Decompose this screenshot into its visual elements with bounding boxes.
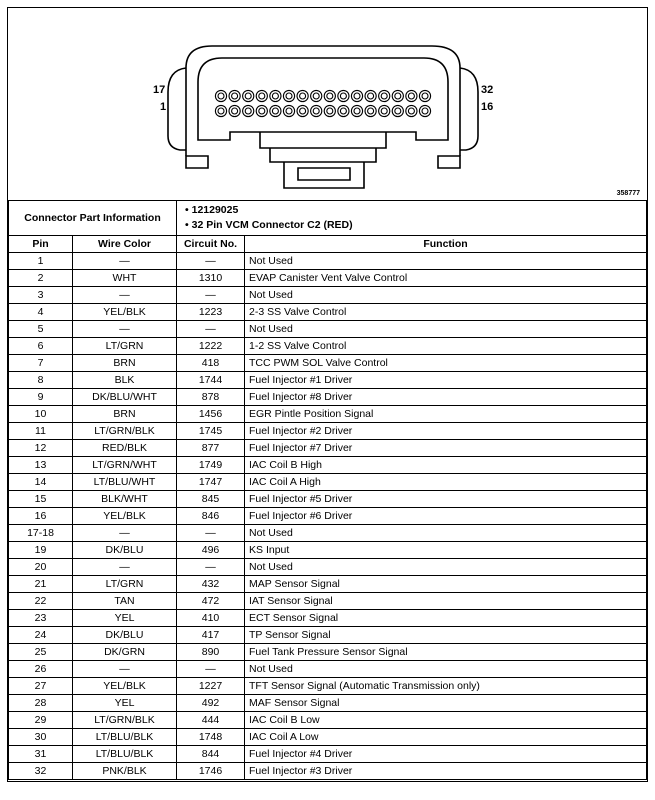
pin-cell: 4: [9, 304, 73, 321]
pin-cell: 24: [9, 627, 73, 644]
function-cell: Not Used: [245, 321, 647, 338]
table-row: [9, 729, 647, 746]
table-row: [9, 763, 647, 780]
header-circuit: Circuit No.: [177, 236, 245, 253]
table-row: [9, 440, 647, 457]
pin-cavity: [365, 105, 376, 116]
pin-cell: 17-18: [9, 525, 73, 542]
pin-cell: 22: [9, 593, 73, 610]
wire-color-cell: YEL: [73, 610, 177, 627]
function-cell: Not Used: [245, 253, 647, 270]
pin-cavity: [406, 90, 417, 101]
circuit-cell: 878: [177, 389, 245, 406]
table-row: [9, 389, 647, 406]
pin-cell: 25: [9, 644, 73, 661]
pin-cavity-inner: [381, 108, 387, 114]
pin-cavity: [229, 105, 240, 116]
function-cell: Fuel Injector #4 Driver: [245, 746, 647, 763]
pin-cavity-inner: [340, 108, 346, 114]
function-cell: IAC Coil B Low: [245, 712, 647, 729]
table-row: [9, 372, 647, 389]
pin-cell: 7: [9, 355, 73, 372]
pin-cell: 21: [9, 576, 73, 593]
header-wire-color: Wire Color: [73, 236, 177, 253]
wire-color-cell: LT/BLU/BLK: [73, 729, 177, 746]
circuit-cell: 410: [177, 610, 245, 627]
pin-cavity-inner: [395, 108, 401, 114]
pin-cavity: [256, 105, 267, 116]
wire-color-cell: BRN: [73, 406, 177, 423]
table-row: [9, 491, 647, 508]
pin-cavity: [324, 105, 335, 116]
pin-cavity: [338, 90, 349, 101]
pin-cavity: [297, 90, 308, 101]
wire-color-cell: LT/GRN: [73, 576, 177, 593]
function-cell: Not Used: [245, 287, 647, 304]
wire-color-cell: LT/GRN/BLK: [73, 423, 177, 440]
pin-cavity-inner: [340, 93, 346, 99]
pin-cavity: [351, 105, 362, 116]
part-info-label: Connector Part Information: [9, 201, 177, 236]
circuit-cell: 844: [177, 746, 245, 763]
wire-color-cell: BLK: [73, 372, 177, 389]
wire-color-cell: BLK/WHT: [73, 491, 177, 508]
table-row: [9, 406, 647, 423]
wire-color-cell: LT/GRN/WHT: [73, 457, 177, 474]
wire-color-cell: WHT: [73, 270, 177, 287]
pin-cell: 19: [9, 542, 73, 559]
table-row: [9, 321, 647, 338]
pin-cell: 10: [9, 406, 73, 423]
pin-cavity-inner: [245, 108, 251, 114]
table-row: [9, 746, 647, 763]
pin-cavity: [256, 90, 267, 101]
pin-cell: 9: [9, 389, 73, 406]
pin-cavity: [419, 90, 430, 101]
table-row: [9, 712, 647, 729]
pin-cell: 6: [9, 338, 73, 355]
pin-cavity-inner: [354, 108, 360, 114]
pinout-table: [8, 200, 647, 780]
pin-cell: 23: [9, 610, 73, 627]
circuit-cell: 432: [177, 576, 245, 593]
circuit-cell: 444: [177, 712, 245, 729]
pin-cell: 14: [9, 474, 73, 491]
connector-sheet: [7, 7, 648, 782]
pin-cavity-inner: [259, 93, 265, 99]
circuit-cell: —: [177, 321, 245, 338]
function-cell: Fuel Injector #2 Driver: [245, 423, 647, 440]
pin-cavities: [215, 90, 430, 116]
pin-cavity-inner: [368, 93, 374, 99]
pin-cavity-inner: [300, 93, 306, 99]
function-cell: Fuel Injector #8 Driver: [245, 389, 647, 406]
circuit-cell: —: [177, 559, 245, 576]
function-cell: 1-2 SS Valve Control: [245, 338, 647, 355]
pin-cavity-inner: [300, 108, 306, 114]
function-cell: Not Used: [245, 525, 647, 542]
pin-cavity-inner: [272, 93, 278, 99]
pin-cavity-inner: [272, 108, 278, 114]
pin-cavity: [283, 105, 294, 116]
pin-cavity: [243, 105, 254, 116]
circuit-cell: 472: [177, 593, 245, 610]
table-row: [9, 644, 647, 661]
pin-cavity: [311, 90, 322, 101]
table-row: [9, 678, 647, 695]
wire-color-cell: BRN: [73, 355, 177, 372]
table-row: [9, 270, 647, 287]
circuit-cell: 890: [177, 644, 245, 661]
function-cell: KS Input: [245, 542, 647, 559]
table-row: [9, 304, 647, 321]
function-cell: Fuel Tank Pressure Sensor Signal: [245, 644, 647, 661]
function-cell: 2-3 SS Valve Control: [245, 304, 647, 321]
circuit-cell: —: [177, 253, 245, 270]
pin-cell: 8: [9, 372, 73, 389]
wire-color-cell: DK/BLU/WHT: [73, 389, 177, 406]
pin-cavity: [338, 105, 349, 116]
table-row: [9, 474, 647, 491]
wire-color-cell: —: [73, 525, 177, 542]
pin-label-1: 1: [160, 101, 167, 113]
circuit-cell: —: [177, 661, 245, 678]
function-cell: TFT Sensor Signal (Automatic Transmission only): [245, 678, 647, 695]
wire-color-cell: —: [73, 661, 177, 678]
pin-cell: 2: [9, 270, 73, 287]
function-cell: IAT Sensor Signal: [245, 593, 647, 610]
circuit-cell: 845: [177, 491, 245, 508]
pin-cell: 12: [9, 440, 73, 457]
circuit-cell: 1745: [177, 423, 245, 440]
function-cell: IAC Coil B High: [245, 457, 647, 474]
pin-cavity-inner: [245, 93, 251, 99]
table-row: [9, 542, 647, 559]
pin-cavity-inner: [313, 93, 319, 99]
function-cell: MAP Sensor Signal: [245, 576, 647, 593]
table-row: [9, 355, 647, 372]
pin-cavity-inner: [286, 93, 292, 99]
function-cell: EGR Pintle Position Signal: [245, 406, 647, 423]
circuit-cell: 1456: [177, 406, 245, 423]
pin-cavity-inner: [408, 108, 414, 114]
table-row: [9, 593, 647, 610]
function-cell: Fuel Injector #7 Driver: [245, 440, 647, 457]
pin-cavity: [297, 105, 308, 116]
function-cell: Fuel Injector #3 Driver: [245, 763, 647, 780]
pin-cavity-inner: [327, 93, 333, 99]
pin-cavity-inner: [218, 108, 224, 114]
function-cell: TP Sensor Signal: [245, 627, 647, 644]
pin-label-16: 16: [481, 101, 494, 113]
circuit-cell: 492: [177, 695, 245, 712]
wire-color-cell: LT/GRN: [73, 338, 177, 355]
pin-cavity: [406, 105, 417, 116]
table-row: [9, 508, 647, 525]
pin-cell: 1: [9, 253, 73, 270]
function-cell: Not Used: [245, 559, 647, 576]
header-function: Function: [245, 236, 647, 253]
pin-cell: 29: [9, 712, 73, 729]
pin-cell: 30: [9, 729, 73, 746]
pin-cavity-inner: [395, 93, 401, 99]
wire-color-cell: YEL: [73, 695, 177, 712]
pin-cell: 27: [9, 678, 73, 695]
pin-label-17: 17: [153, 84, 166, 96]
pin-cell: 20: [9, 559, 73, 576]
pin-cavity-inner: [381, 93, 387, 99]
function-cell: EVAP Canister Vent Valve Control: [245, 270, 647, 287]
pin-cell: 26: [9, 661, 73, 678]
wire-color-cell: LT/BLU/WHT: [73, 474, 177, 491]
connector-figure: [8, 8, 646, 201]
wire-color-cell: DK/BLU: [73, 627, 177, 644]
pin-cavity-inner: [327, 108, 333, 114]
table-row: [9, 338, 647, 355]
function-cell: IAC Coil A High: [245, 474, 647, 491]
connector-diagram-icon: [8, 8, 646, 200]
circuit-cell: 1746: [177, 763, 245, 780]
wire-color-cell: YEL/BLK: [73, 508, 177, 525]
function-cell: Fuel Injector #1 Driver: [245, 372, 647, 389]
pin-cell: 5: [9, 321, 73, 338]
pin-cavity-inner: [422, 93, 428, 99]
function-cell: Not Used: [245, 661, 647, 678]
pin-cavity-inner: [286, 108, 292, 114]
pin-cavity: [392, 90, 403, 101]
wire-color-cell: YEL/BLK: [73, 678, 177, 695]
pin-cell: 3: [9, 287, 73, 304]
pinout-rows: [9, 253, 647, 780]
pin-cavity-inner: [408, 93, 414, 99]
pin-cell: 13: [9, 457, 73, 474]
circuit-cell: 1222: [177, 338, 245, 355]
circuit-cell: 1227: [177, 678, 245, 695]
table-row: [9, 423, 647, 440]
connector-description: • 32 Pin VCM Connector C2 (RED): [185, 219, 353, 231]
pin-cavity-inner: [218, 93, 224, 99]
function-cell: IAC Coil A Low: [245, 729, 647, 746]
table-row: [9, 576, 647, 593]
pin-cavity: [379, 105, 390, 116]
pin-cell: 16: [9, 508, 73, 525]
function-cell: Fuel Injector #6 Driver: [245, 508, 647, 525]
pin-cell: 32: [9, 763, 73, 780]
pin-label-32: 32: [481, 84, 494, 96]
wire-color-cell: LT/BLU/BLK: [73, 746, 177, 763]
circuit-cell: 1749: [177, 457, 245, 474]
part-info-row: [9, 201, 647, 236]
pin-cavity-inner: [368, 108, 374, 114]
pin-cell: 11: [9, 423, 73, 440]
wire-color-cell: —: [73, 321, 177, 338]
wire-color-cell: RED/BLK: [73, 440, 177, 457]
wire-color-cell: —: [73, 287, 177, 304]
wire-color-cell: TAN: [73, 593, 177, 610]
part-number: • 12129025: [185, 204, 239, 216]
circuit-cell: 418: [177, 355, 245, 372]
table-row: [9, 457, 647, 474]
table-row: [9, 661, 647, 678]
circuit-cell: 1223: [177, 304, 245, 321]
pin-cavity-inner: [422, 108, 428, 114]
table-row: [9, 695, 647, 712]
pin-cavity: [392, 105, 403, 116]
function-cell: Fuel Injector #5 Driver: [245, 491, 647, 508]
pin-cavity-inner: [232, 93, 238, 99]
circuit-cell: 1310: [177, 270, 245, 287]
pin-cavity: [215, 105, 226, 116]
circuit-cell: 1748: [177, 729, 245, 746]
pin-cavity: [270, 105, 281, 116]
pin-cavity: [324, 90, 335, 101]
pin-cavity: [243, 90, 254, 101]
pin-cavity-inner: [313, 108, 319, 114]
pin-cavity: [419, 105, 430, 116]
pin-cell: 31: [9, 746, 73, 763]
wire-color-cell: DK/GRN: [73, 644, 177, 661]
header-pin: Pin: [9, 236, 73, 253]
wire-color-cell: PNK/BLK: [73, 763, 177, 780]
circuit-cell: 496: [177, 542, 245, 559]
table-row: [9, 287, 647, 304]
pin-cavity: [270, 90, 281, 101]
table-row: [9, 253, 647, 270]
pin-cavity: [311, 105, 322, 116]
pin-cavity: [351, 90, 362, 101]
circuit-cell: 417: [177, 627, 245, 644]
table-row: [9, 610, 647, 627]
wire-color-cell: —: [73, 253, 177, 270]
circuit-cell: 877: [177, 440, 245, 457]
pin-cavity: [215, 90, 226, 101]
circuit-cell: 1747: [177, 474, 245, 491]
figure-id: 358777: [616, 190, 640, 197]
pin-cavity: [229, 90, 240, 101]
pin-cavity-inner: [354, 93, 360, 99]
circuit-cell: —: [177, 287, 245, 304]
wire-color-cell: LT/GRN/BLK: [73, 712, 177, 729]
part-info-values: [177, 201, 647, 236]
function-cell: ECT Sensor Signal: [245, 610, 647, 627]
pin-cavity-inner: [259, 108, 265, 114]
pin-cavity: [379, 90, 390, 101]
circuit-cell: 846: [177, 508, 245, 525]
function-cell: MAF Sensor Signal: [245, 695, 647, 712]
circuit-cell: 1744: [177, 372, 245, 389]
pin-cavity: [283, 90, 294, 101]
circuit-cell: —: [177, 525, 245, 542]
pin-cell: 28: [9, 695, 73, 712]
wire-color-cell: YEL/BLK: [73, 304, 177, 321]
function-cell: TCC PWM SOL Valve Control: [245, 355, 647, 372]
table-row: [9, 627, 647, 644]
table-header-row: [9, 236, 647, 253]
wire-color-cell: DK/BLU: [73, 542, 177, 559]
pin-cavity: [365, 90, 376, 101]
table-row: [9, 559, 647, 576]
pin-cavity-inner: [232, 108, 238, 114]
pin-cell: 15: [9, 491, 73, 508]
table-row: [9, 525, 647, 542]
wire-color-cell: —: [73, 559, 177, 576]
